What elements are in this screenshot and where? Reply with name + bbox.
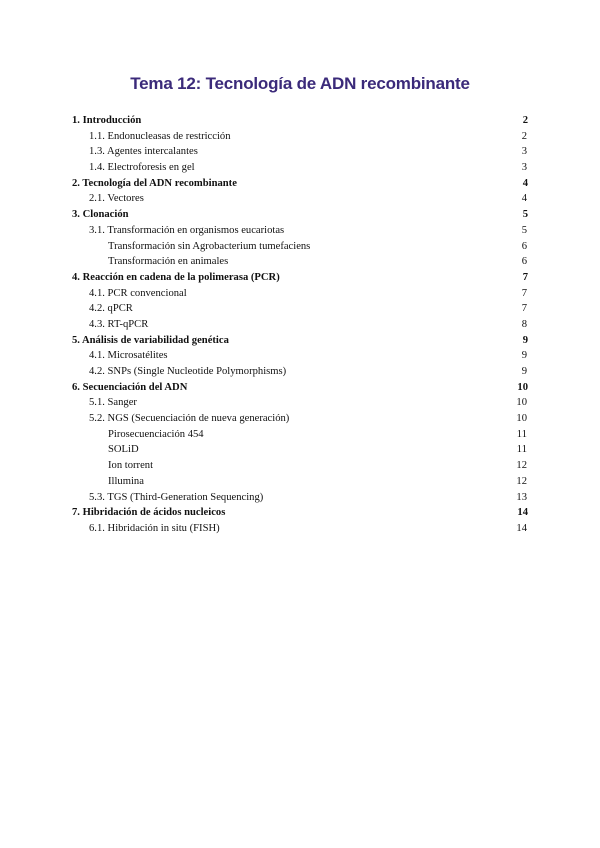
toc-entry-label: 5.2. NGS (Secuenciación de nueva generación) xyxy=(89,413,290,425)
toc-entry-label: 6. Secuenciación del ADN xyxy=(72,381,188,393)
toc-entry[interactable] xyxy=(72,442,528,458)
toc-entry-label: 4.3. RT-qPCR xyxy=(89,318,149,330)
toc-entry[interactable] xyxy=(72,239,528,255)
toc-entry[interactable] xyxy=(72,411,528,427)
toc-entry-page-number: 3 xyxy=(521,162,527,174)
toc-entry-label: 2. Tecnología del ADN recombinante xyxy=(72,177,237,189)
toc-entry-page-number: 7 xyxy=(522,271,528,283)
toc-entry-page-number: 12 xyxy=(516,460,527,472)
toc-entry-label: 5.1. Sanger xyxy=(89,397,137,409)
toc-entry-page-number: 3 xyxy=(521,146,527,158)
toc-entry-label: 1.4. Electroforesis en gel xyxy=(89,162,195,174)
toc-entry-page-number: 12 xyxy=(516,475,527,487)
toc-entry-label: 2.1. Vectores xyxy=(89,193,144,205)
table-of-contents xyxy=(72,113,528,537)
toc-entry-label: SOLiD xyxy=(108,444,139,456)
toc-entry-page-number: 10 xyxy=(517,381,528,393)
toc-entry-page-number: 6 xyxy=(521,240,527,252)
toc-entry[interactable] xyxy=(72,458,528,474)
toc-entry-page-number: 10 xyxy=(516,413,527,425)
toc-entry-page-number: 4 xyxy=(522,177,528,189)
toc-entry[interactable] xyxy=(72,317,528,333)
toc-entry[interactable] xyxy=(72,223,528,239)
toc-entry[interactable] xyxy=(72,144,528,160)
toc-entry-label: 5. Análisis de variabilidad genética xyxy=(72,334,229,346)
toc-entry-label: 4.1. PCR convencional xyxy=(89,287,187,299)
toc-entry[interactable] xyxy=(72,176,528,192)
toc-entry[interactable] xyxy=(72,191,528,207)
toc-entry-page-number: 7 xyxy=(521,303,527,315)
toc-entry-page-number: 6 xyxy=(521,256,527,268)
toc-entry-page-number: 9 xyxy=(521,350,527,362)
toc-entry-label: Transformación en animales xyxy=(108,256,229,268)
toc-entry[interactable] xyxy=(72,427,528,443)
toc-entry[interactable] xyxy=(72,129,528,145)
toc-entry[interactable] xyxy=(72,521,528,537)
toc-entry[interactable] xyxy=(72,113,528,129)
toc-entry-page-number: 5 xyxy=(521,224,527,236)
toc-entry-label: 3. Clonación xyxy=(72,209,129,221)
toc-entry[interactable] xyxy=(72,474,528,490)
toc-entry-page-number: 4 xyxy=(521,193,527,205)
toc-entry[interactable] xyxy=(72,254,528,270)
toc-entry[interactable] xyxy=(72,348,528,364)
toc-entry[interactable] xyxy=(72,333,528,349)
toc-entry-label: Illumina xyxy=(108,475,144,487)
toc-entry-page-number: 5 xyxy=(522,209,528,221)
toc-entry[interactable] xyxy=(72,490,528,506)
toc-entry-label: 5.3. TGS (Third-Generation Sequencing) xyxy=(89,491,264,503)
toc-entry[interactable] xyxy=(72,395,528,411)
toc-entry[interactable] xyxy=(72,270,528,286)
toc-entry-label: Transformación sin Agrobacterium tumefaciens xyxy=(108,240,311,252)
toc-entry-page-number: 11 xyxy=(516,444,527,456)
toc-entry-page-number: 2 xyxy=(521,130,527,142)
toc-entry-page-number: 14 xyxy=(516,522,527,534)
page-title: Tema 12: Tecnología de ADN recombinante xyxy=(130,74,470,93)
toc-entry[interactable] xyxy=(72,364,528,380)
toc-entry-page-number: 7 xyxy=(521,287,527,299)
toc-entry-label: 1.3. Agentes intercalantes xyxy=(89,146,198,158)
toc-entry-page-number: 10 xyxy=(516,397,527,409)
toc-entry-page-number: 14 xyxy=(517,507,528,519)
toc-entry-label: 6.1. Hibridación in situ (FISH) xyxy=(89,522,220,534)
toc-entry[interactable] xyxy=(72,505,528,521)
toc-entry-label: 1.1. Endonucleasas de restricción xyxy=(89,130,231,142)
toc-entry-label: 4.2. qPCR xyxy=(89,303,133,315)
toc-entry[interactable] xyxy=(72,286,528,302)
toc-entry[interactable] xyxy=(72,207,528,223)
toc-entry-label: 1. Introducción xyxy=(72,115,142,126)
toc-entry-label: 4. Reacción en cadena de la polimerasa (PCR) xyxy=(72,271,280,283)
toc-entry-label: 7. Hibridación de ácidos nucleicos xyxy=(72,507,226,519)
toc-entry-page-number: 9 xyxy=(521,366,527,377)
toc-entry-page-number: 8 xyxy=(521,318,527,330)
toc-entry-page-number: 11 xyxy=(516,428,527,440)
toc-entry-label: 4.1. Microsatélites xyxy=(89,350,168,362)
toc-entry[interactable] xyxy=(72,160,528,176)
toc-entry-page-number: 9 xyxy=(522,334,528,346)
toc-entry-label: 3.1. Transformación en organismos eucariotas xyxy=(89,224,285,236)
toc-entry-page-number: 2 xyxy=(522,115,528,126)
toc-entry-label: Ion torrent xyxy=(108,460,154,472)
toc-entry[interactable] xyxy=(72,301,528,317)
toc-entry[interactable] xyxy=(72,380,528,396)
toc-entry-page-number: 13 xyxy=(516,491,527,503)
toc-entry-label: Pirosecuenciación 454 xyxy=(108,428,204,440)
toc-entry-label: 4.2. SNPs (Single Nucleotide Polymorphisms) xyxy=(89,366,287,377)
